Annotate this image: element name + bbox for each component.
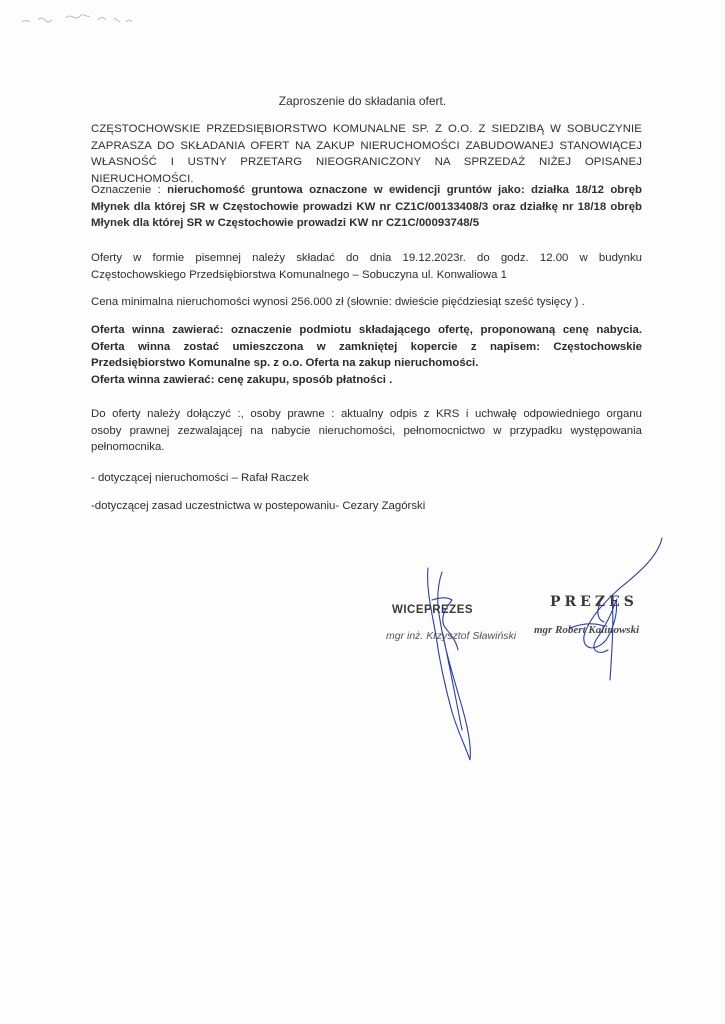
designation-line [91, 182, 642, 199]
offer-content-line: Oferta winna zostać umieszczona w zamkniętej kopercie z napisem: Częstochowskie [91, 340, 642, 353]
offer-content-line: Przedsiębiorstwo Komunalne sp. z o.o. Oferta na zakup nieruchomości. [91, 357, 479, 370]
president-role: PREZES [550, 594, 638, 610]
deadline-line: Oferty w formie pisemnej należy składać do dnia 19.12.2023r. do godz. 12.00 w budynku [91, 252, 642, 264]
intro-line: ZAPRASZA DO SKŁADANIA OFERT NA ZAKUP NIERUCHOMOŚCI ZABUDOWANEJ STANOWIĄCEJ [91, 139, 642, 152]
attachments-line: pełnomocnika. [91, 441, 165, 454]
minimum-price-text: Cena minimalna nieruchomości wynosi 256.000 zł (słownie: dwieście pięćdziesiąt sześć tysięcy ) . [91, 296, 585, 308]
attachments-paragraph [91, 406, 642, 456]
offer-content-line: Oferta winna zawierać: cenę zakupu, sposób płatności . [91, 373, 393, 386]
deadline-line: Częstochowskiego Przedsiębiorstwa Komunalnego – Sobuczyna ul. Konwaliowa 1 [91, 268, 507, 281]
intro-paragraph [91, 121, 642, 187]
vice-president-name: mgr inż. Krzysztof Sławiński [386, 630, 517, 642]
designation-line: Młynek dla której SR w Częstochowie prowadzi KW nr CZ1C/00133408/3 oraz działkę nr 18/18 obręb [91, 200, 642, 213]
intro-line: WŁASNOŚĆ I USTNY PRZETARG NIEOGRANICZONY NA SPRZEDAŻ NIŻEJ OPISANEJ NIERUCHOMOŚCI. [91, 156, 642, 185]
designation-paragraph [91, 182, 642, 232]
vice-president-signature [428, 568, 471, 760]
offer-content-line: Oferta winna zawierać: oznaczenie podmiotu składającego ofertę, proponowaną cenę nabycia. [91, 324, 642, 336]
attachments-line: osoby prawnej zezwalającej na nabycie nieruchomości, pełnomocnictwo w przypadku występowania [91, 424, 642, 437]
document-title: Zaproszenie do składania ofert. [278, 94, 447, 108]
attachments-line: Do oferty należy dołączyć :, osoby prawne : aktualny odpis z KRS i uchwałę odpowiedniego organu [91, 408, 642, 420]
designation-line: Młynek dla której SR w Częstochowie prowadzi KW nr CZ1C/00093748/5 [91, 217, 480, 230]
contact-property-text: - dotyczącej nieruchomości – Rafał Raczek [91, 472, 309, 484]
president-name: mgr Robert Kalinowski [534, 624, 640, 636]
designation-prefix: Oznaczenie : [91, 184, 168, 196]
contact-property-paragraph [91, 470, 642, 487]
offer-content-paragraph [91, 322, 642, 388]
minimum-price-paragraph [91, 294, 642, 311]
designation-text: nieruchomość gruntowa oznaczone w ewidencji gruntów jako: działka 18/12 obręb [167, 184, 642, 196]
intro-line: CZĘSTOCHOWSKIE PRZEDSIĘBIORSTWO KOMUNALNE SP. Z O.O. Z SIEDZIBĄ W SOBUCZYNIE [91, 123, 642, 135]
contact-rules-text: -dotyczącej zasad uczestnictwa w postepowaniu- Cezary Zagórski [91, 500, 426, 512]
contact-rules-paragraph [91, 498, 642, 515]
scan-artifact-mark [18, 8, 178, 30]
deadline-paragraph [91, 250, 642, 283]
vice-president-role: WICEPREZES [392, 604, 474, 616]
